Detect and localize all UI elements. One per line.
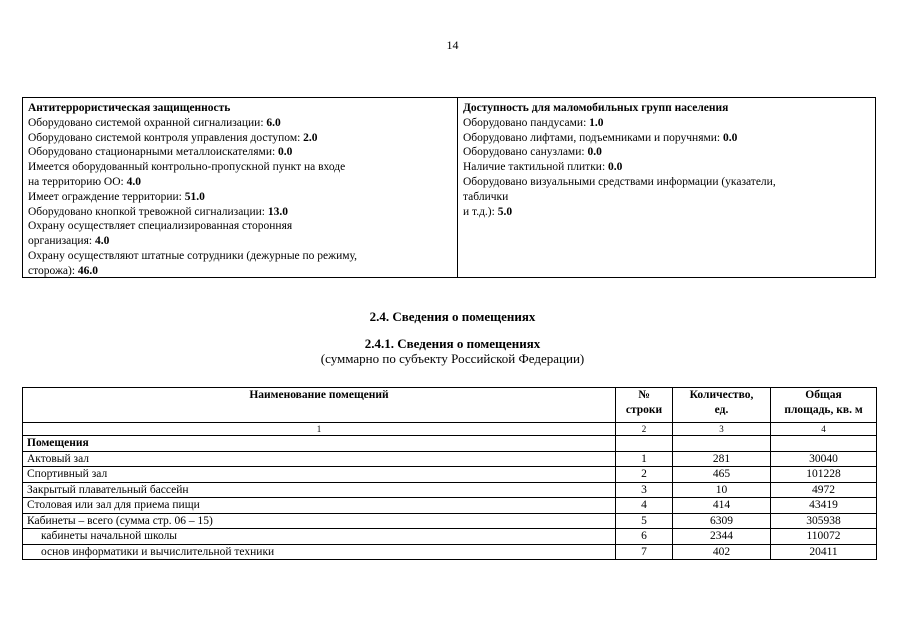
room-name-cell: Кабинеты – всего (сумма стр. 06 – 15) [23, 513, 616, 529]
info-line [463, 131, 870, 146]
header-count: Количество, ед. [673, 388, 771, 423]
table-row [23, 467, 877, 483]
count-cell: 2344 [673, 529, 771, 545]
antiterror-lines [28, 116, 452, 279]
empty-cell [616, 436, 673, 452]
info-line-value: 0.0 [608, 161, 623, 174]
room-name-cell: Столовая или зал для приема пищи [23, 498, 616, 514]
row-number-cell: 4 [616, 498, 673, 514]
info-line-text: Наличие тактильной плитки: [463, 161, 609, 174]
info-line-value: 0.0 [587, 146, 602, 159]
room-name-cell: Актовый зал [23, 451, 616, 467]
area-cell: 20411 [771, 544, 877, 560]
row-number-cell: 6 [616, 529, 673, 545]
info-line [463, 116, 870, 131]
header-name: Наименование помещений [23, 388, 616, 423]
row-number-cell: 2 [616, 467, 673, 483]
row-number-cell: 3 [616, 482, 673, 498]
info-line-text: сторожа): [28, 264, 78, 277]
info-line-value: 2.0 [303, 131, 318, 144]
table-row [23, 498, 877, 514]
empty-cell [771, 436, 877, 452]
room-name-cell: Спортивный зал [23, 467, 616, 483]
info-line [463, 190, 870, 205]
table-row [23, 482, 877, 498]
info-line-text: Оборудовано пандусами: [463, 116, 590, 129]
facility-info-block [22, 97, 876, 278]
room-name-cell: основ информатики и вычислительной техники [23, 544, 616, 560]
area-cell: 43419 [771, 498, 877, 514]
section-title: 2.4. Сведения о помещениях [369, 309, 536, 324]
info-line-text: Охрану осуществляют штатные сотрудники (дежурные по режиму, [28, 249, 358, 262]
info-line-text: организация: [28, 235, 95, 248]
info-line [463, 205, 870, 220]
info-line-text: таблички [463, 190, 509, 203]
info-line [28, 190, 452, 205]
info-line-text: Оборудовано системой контроля управления доступом: [28, 131, 304, 144]
info-line [28, 145, 452, 160]
column-index-row [23, 423, 877, 436]
accessibility-title: Доступность для маломобильных групп населения [463, 102, 729, 114]
header-row-number: № строки [616, 388, 673, 423]
accessibility-column [458, 98, 875, 277]
info-line [28, 116, 452, 131]
info-line [463, 175, 870, 190]
info-line-value: 5.0 [497, 205, 513, 218]
info-line-text: Оборудовано системой охранной сигнализации: [28, 116, 267, 129]
table-row [23, 513, 877, 529]
info-line-text: и т.д.): [463, 205, 498, 218]
info-line-value: 46.0 [77, 264, 99, 277]
info-line-value: 1.0 [589, 116, 604, 129]
info-line [28, 234, 452, 249]
count-cell: 10 [673, 482, 771, 498]
info-line-text: Оборудовано лифтами, подъемниками и поручнями: [463, 131, 723, 144]
header-area: Общая площадь, кв. м [771, 388, 877, 423]
count-cell: 402 [673, 544, 771, 560]
info-line-value: 4.0 [94, 235, 110, 248]
info-line [463, 160, 870, 175]
info-line-text: на территорию ОО: [28, 175, 127, 188]
table-row [23, 544, 877, 560]
table-row [23, 451, 877, 467]
room-name-cell: кабинеты начальной школы [23, 529, 616, 545]
area-cell: 101228 [771, 467, 877, 483]
info-line-value: 4.0 [126, 175, 141, 188]
info-line-text: Имеется оборудованный контрольно-пропускной пункт на входе [28, 161, 346, 174]
info-line [463, 145, 870, 160]
group-row [23, 436, 877, 452]
info-line-value: 6.0 [266, 116, 281, 129]
row-number-cell: 7 [616, 544, 673, 560]
info-line-text: Оборудовано санузлами: [463, 146, 588, 159]
count-cell: 414 [673, 498, 771, 514]
info-line-value: 13.0 [267, 205, 288, 218]
index-cell: 4 [771, 423, 877, 436]
info-line-text: Охрану осуществляет специализированная сторонняя [28, 220, 293, 233]
count-cell: 465 [673, 467, 771, 483]
antiterror-title: Антитеррористическая защищенность [28, 102, 231, 114]
index-cell: 1 [23, 423, 616, 436]
info-line [28, 205, 452, 220]
rooms-table [22, 387, 877, 560]
area-cell: 4972 [771, 482, 877, 498]
info-line-value: 51.0 [184, 190, 205, 203]
group-label: Помещения [23, 436, 616, 452]
room-name-cell: Закрытый плавательный бассейн [23, 482, 616, 498]
index-cell: 2 [616, 423, 673, 436]
accessibility-lines [463, 116, 870, 220]
subsection-title: 2.4.1. Сведения о помещениях [364, 336, 541, 351]
area-cell: 110072 [771, 529, 877, 545]
info-line-value: 0.0 [723, 131, 738, 144]
empty-cell [673, 436, 771, 452]
info-line-text: Имеет ограждение территории: [28, 190, 185, 203]
count-cell: 6309 [673, 513, 771, 529]
info-line [28, 264, 452, 279]
area-cell: 305938 [771, 513, 877, 529]
area-cell: 30040 [771, 451, 877, 467]
row-number-cell: 5 [616, 513, 673, 529]
info-line-value: 0.0 [278, 146, 293, 159]
table-row [23, 529, 877, 545]
info-line-text: Оборудовано кнопкой тревожной сигнализации: [28, 205, 268, 218]
table-header-row [23, 388, 877, 423]
info-line [28, 131, 452, 146]
subsection-note: (суммарно по субъекту Российской Федерации) [320, 351, 585, 366]
count-cell: 281 [673, 451, 771, 467]
info-line [28, 249, 452, 264]
info-line-text: Оборудовано визуальными средствами информации (указатели, [463, 175, 776, 188]
info-line [28, 219, 452, 234]
info-line-text: Оборудовано стационарными металлоискателями: [28, 146, 279, 159]
info-line [28, 175, 452, 190]
index-cell: 3 [673, 423, 771, 436]
info-line [28, 160, 452, 175]
row-number-cell: 1 [616, 451, 673, 467]
page-number: 14 [446, 38, 459, 52]
antiterror-column [23, 98, 458, 277]
